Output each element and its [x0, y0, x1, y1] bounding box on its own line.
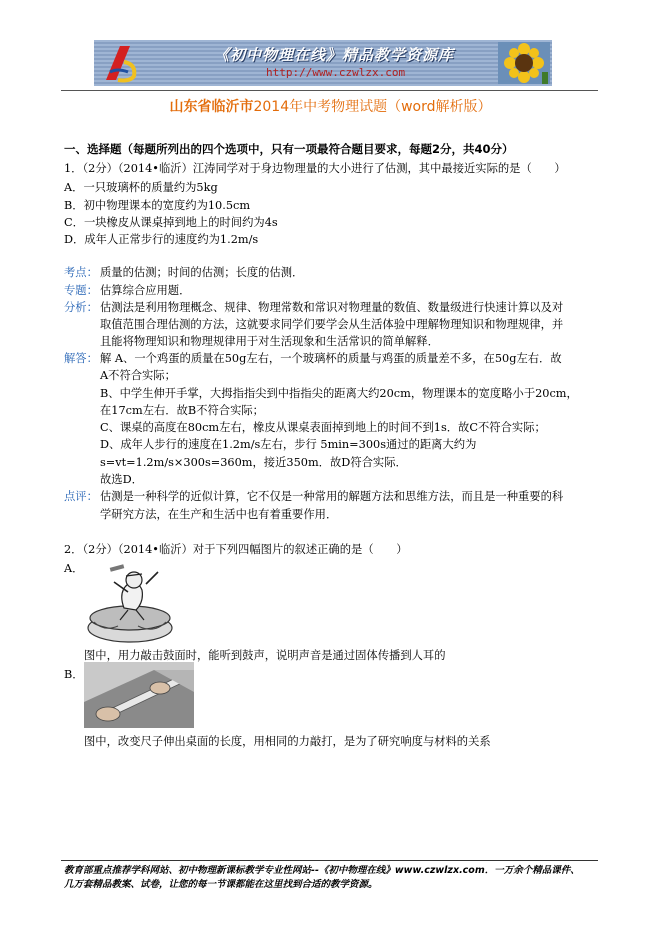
footer-divider — [61, 860, 598, 861]
sunflower-icon — [498, 42, 550, 84]
header-banner — [94, 40, 552, 86]
q1-option-d: D．成年人正常步行的速度约为1.2m/s — [64, 233, 259, 246]
q1-dianping-label: 点评： — [64, 490, 98, 503]
footer — [64, 864, 580, 892]
q1-option-a: A．一只玻璃杯的质量约为5kg — [64, 181, 218, 194]
header-divider — [61, 90, 598, 91]
footer-line: 教育部重点推荐学科网站、初中物理新课标教学专业性网站--《初中物理在线》www.czwlzx.com．一万余个精品课件、 — [64, 865, 580, 876]
q1-dianping-line: 估测是一种科学的近似计算，它不仅是一种常用的解题方法和思维方法，而且是一种重要的科 — [100, 490, 564, 503]
q1-jieda-line: 故选D． — [100, 473, 143, 486]
page-title-rest: 2014年中考物理试题（word解析版） — [253, 99, 492, 115]
q1-jieda-line: B、中学生伸开手掌，大拇指指尖到中指指尖的距离大约20cm，物理课本的宽度略小于20cm， — [100, 387, 578, 400]
q1-jieda-line: 在17cm左右．故B不符合实际； — [100, 404, 264, 417]
q1-fenxi-line: 取值范围合理估测的方法，这就要求同学们要学会从生活体验中理解物理知识和物理规律，并 — [100, 318, 564, 331]
q1-zhuanti-label: 专题： — [64, 284, 98, 297]
q1-zhuanti: 估算综合应用题． — [100, 284, 191, 297]
q1-option-b: B．初中物理课本的宽度约为10.5cm — [64, 199, 251, 212]
q1-fenxi-line: 估测法是利用物理概念、规律、物理常数和常识对物理量的数值、数量级进行快速计算以及对 — [100, 301, 564, 314]
q1-jieda-line: C、课桌的高度在80cm左右，橡皮从课桌表面掉到地上的时间不到1s．故C不符合实际； — [100, 421, 546, 434]
q1-fenxi-line: 且能将物理知识和物理规律用于对生活现象和生活常识的简单解释． — [100, 335, 439, 348]
page-title — [0, 96, 661, 116]
page-title-region: 山东省临沂市 — [169, 99, 254, 115]
drum-figure-image — [84, 562, 180, 646]
q1-kaodian-label: 考点： — [64, 266, 98, 279]
banner-title: 《初中物理在线》精品教学资源库 — [214, 46, 455, 64]
q1-stem: 1．（2分）（2014•临沂）江涛同学对于身边物理量的大小进行了估测，其中最接近实际的是（ ） — [64, 162, 566, 175]
q1-option-c: C．一块橡皮从课桌掉到地上的时间约为4s — [64, 216, 278, 229]
q2-stem: 2．（2分）（2014•临沂）对于下列四幅图片的叙述正确的是（ ） — [64, 543, 408, 556]
q1-jieda-label: 解答： — [64, 352, 98, 365]
q1-jieda-line: 解 A、一个鸡蛋的质量在50g左右，一个玻璃杯的质量与鸡蛋的质量差不多，在50g左右．故 — [100, 352, 562, 365]
q2-option-a-label: A． — [64, 562, 84, 575]
q1-kaodian: 质量的估测；时间的估测；长度的估测． — [100, 266, 304, 279]
q2-option-b-text: 图中，改变尺子伸出桌面的长度，用相同的力敲打，是为了研究响度与材料的关系 — [84, 735, 491, 748]
footer-line: 几万套精品教案、试卷，让您的每一节课都能在这里找到合适的教学资源。 — [64, 879, 378, 890]
banner-url[interactable]: http://www.czwlzx.com — [266, 66, 406, 79]
q1-fenxi-label: 分析： — [64, 301, 98, 314]
ruler-figure-image — [84, 662, 194, 728]
q1-dianping-line: 学研究方法，在生产和生活中也有着重要作用． — [100, 508, 338, 521]
q2-option-a-text: 图中，用力敲击鼓面时，能听到鼓声，说明声音是通过固体传播到人耳的 — [84, 649, 446, 662]
q1-jieda-line: s=vt=1.2m/s×300s=360m，接近350m．故D符合实际． — [100, 456, 407, 469]
section-heading: 一、选择题（每题所列出的四个选项中，只有一项最符合题目要求，每题2分，共40分） — [64, 142, 514, 156]
q1-jieda-line: D、成年人步行的速度在1.2m/s左右，步行 5min=300s通过的距离大约为 — [100, 438, 477, 451]
q2-option-b-label: B． — [64, 668, 84, 681]
site-logo-icon — [100, 42, 142, 84]
q1-jieda-line: A不符合实际； — [100, 369, 176, 382]
